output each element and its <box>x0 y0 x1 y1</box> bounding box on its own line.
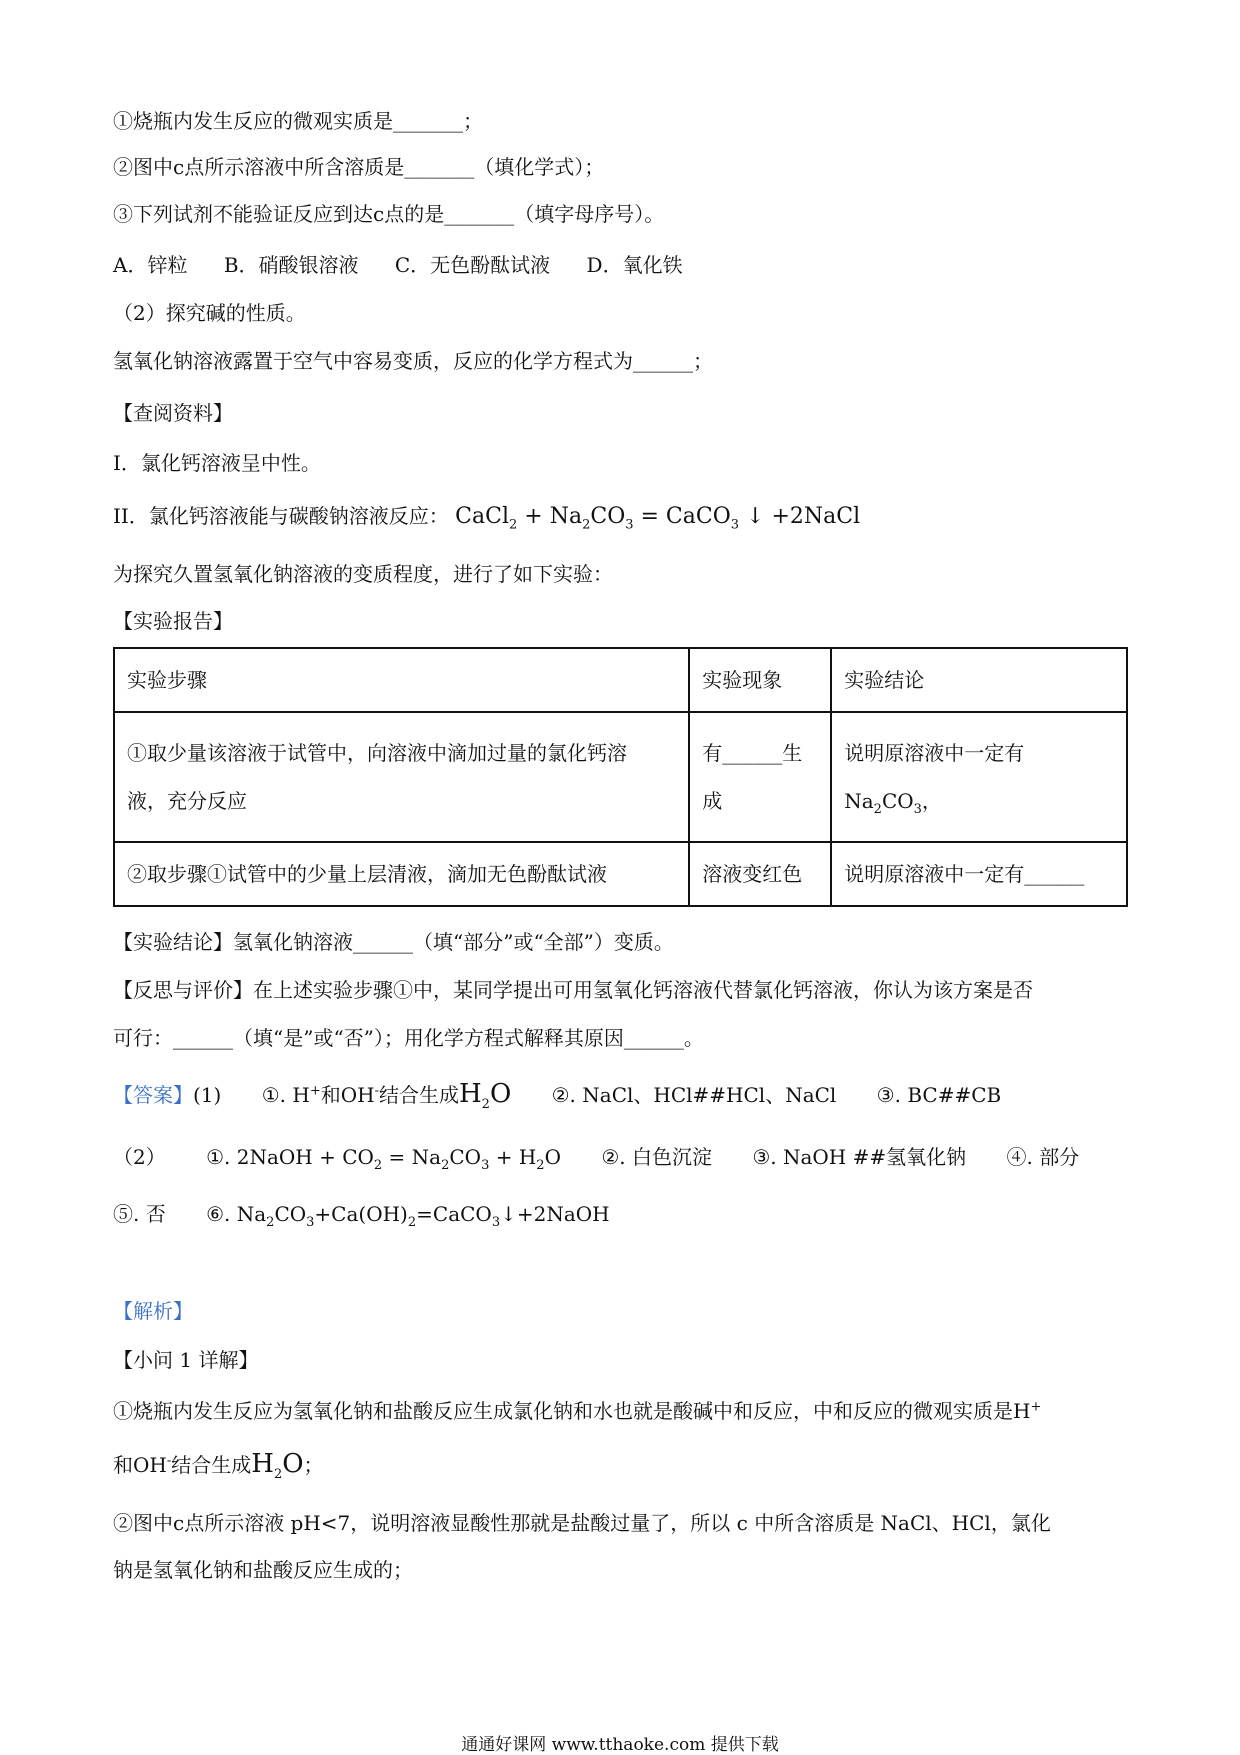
ref-item-1: I．氯化钙溶液呈中性。 <box>113 451 321 475</box>
q1-item3: ③下列试剂不能验证反应到达c点的是_______（填字母序号）。 <box>113 202 665 226</box>
analysis-line-1: ①烧瓶内发生反应为氢氧化钠和盐酸反应生成氯化钠和水也就是酸碱中和反应，中和反应的微观实质是H+ <box>113 1399 1042 1423</box>
answer-2-5: ⑤. 否 <box>113 1202 166 1226</box>
reflection-line-1: 【反思与评价】在上述实验步骤①中，某同学提出可用氢氧化钙溶液代替氯化钙溶液，你认为该方案是否 <box>113 978 1033 1002</box>
reflection-line-2: 可行：______（填“是”或“否”）；用化学方程式解释其原因______。 <box>113 1026 704 1050</box>
answer-1-3: ③. BC##CB <box>876 1083 1002 1107</box>
row2-phenomenon: 溶液变红色 <box>689 842 831 906</box>
answer-2-1: ①. 2NaOH + $CO_2 = Na_2CO_3 + H_2O$ <box>206 1145 561 1173</box>
answer-1-1: ①. H+和OH-结合生成$H_2O$ <box>261 1079 512 1113</box>
answer-line-3 <box>113 1200 610 1228</box>
option-d: D．氧化铁 <box>586 253 683 277</box>
option-c: C．无色酚酞试液 <box>394 253 551 277</box>
answer-2-6: ⑥. $Na_2CO_3+Ca(OH)_2=CaCO_3↓+2NaOH$ <box>206 1202 610 1230</box>
formula-na2co3: $Na_2CO_3$， <box>844 789 942 817</box>
header-step: 实验步骤 <box>114 648 689 712</box>
answer-line-1: 【答案】(1) ①. H+和OH-结合生成$H_2O$ ②. NaCl、HCl##HCl、NaCl ③. BC##CB <box>113 1079 1002 1113</box>
q1-item1: ①烧瓶内发生反应的微观实质是_______； <box>113 109 483 133</box>
row1-conclusion: 说明原溶液中一定有 $Na_2CO_3$， <box>831 712 1127 842</box>
table-row <box>114 842 1127 906</box>
experiment-intro: 为探究久置氢氧化钠溶液的变质程度，进行了如下实验： <box>113 562 613 586</box>
analysis-line-2: 和OH-结合生成$H_2O$； <box>113 1449 324 1483</box>
option-a: A．锌粒 <box>113 253 188 277</box>
row1-step: ①取少量该溶液于试管中，向溶液中滴加过量的氯化钙溶 液，充分反应 <box>114 712 689 842</box>
answer-2-2: ②. 白色沉淀 <box>601 1145 712 1169</box>
q2-title: （2）探究碱的性质。 <box>113 301 306 325</box>
page-footer: 通通好课网 www.tthaoke.com 提供下载 <box>461 1735 779 1755</box>
analysis-subheading: 【小问 1 详解】 <box>113 1348 259 1372</box>
ref-item-2 <box>113 502 860 531</box>
q1-options <box>113 251 683 279</box>
q2-stem: 氢氧化钠溶液露置于空气中容易变质，反应的化学方程式为______； <box>113 349 713 373</box>
answer-label: 【答案】 <box>113 1083 193 1107</box>
table-header-row <box>114 648 1127 712</box>
analysis-line-3: ②图中c点所示溶液 pH<7，说明溶液显酸性那就是盐酸过量了，所以 c 中所含溶质是 NaCl、HCl，氯化 <box>113 1511 1051 1535</box>
ref-heading: 【查阅资料】 <box>113 401 233 425</box>
row1-phenomenon: 有______生 成 <box>689 712 831 842</box>
q1-item2: ②图中c点所示溶液中所含溶质是_______（填化学式）； <box>113 155 605 179</box>
row2-conclusion: 说明原溶液中一定有______ <box>831 842 1127 906</box>
analysis-line-4: 钠是氢氧化钠和盐酸反应生成的； <box>113 1558 413 1582</box>
header-phenomenon: 实验现象 <box>689 648 831 712</box>
answer-1-2: ②. NaCl、HCl##HCl、NaCl <box>551 1083 837 1107</box>
report-heading: 【实验报告】 <box>113 609 233 633</box>
analysis-label: 【解析】 <box>113 1299 193 1323</box>
ref-item-2-text: II．氯化钙溶液能与碳酸钠溶液反应： <box>113 504 449 528</box>
header-conclusion: 实验结论 <box>831 648 1127 712</box>
table-row <box>114 712 1127 842</box>
answer-line-2: （2） ①. 2NaOH + $CO_2 = Na_2CO_3 + H_2O$ ②. 白色沉淀 ③. NaOH ##氢氧化钠 ④. 部分 <box>113 1145 1080 1173</box>
answer-2-3: ③. NaOH ##氢氧化钠 <box>752 1145 967 1169</box>
answer-2-4: ④. 部分 <box>1006 1145 1080 1169</box>
option-b: B．硝酸银溶液 <box>223 253 359 277</box>
equation-cacl2-na2co3: CaCl$_2$ + $Na_2CO_3$ = CaCO$_3$ ↓ +2NaCl <box>455 504 861 533</box>
row2-step: ②取步骤①试管中的少量上层清液，滴加无色酚酞试液 <box>114 842 689 906</box>
experiment-conclusion: 【实验结论】氢氧化钠溶液______（填“部分”或“全部”）变质。 <box>113 930 674 954</box>
experiment-table <box>113 647 1128 907</box>
